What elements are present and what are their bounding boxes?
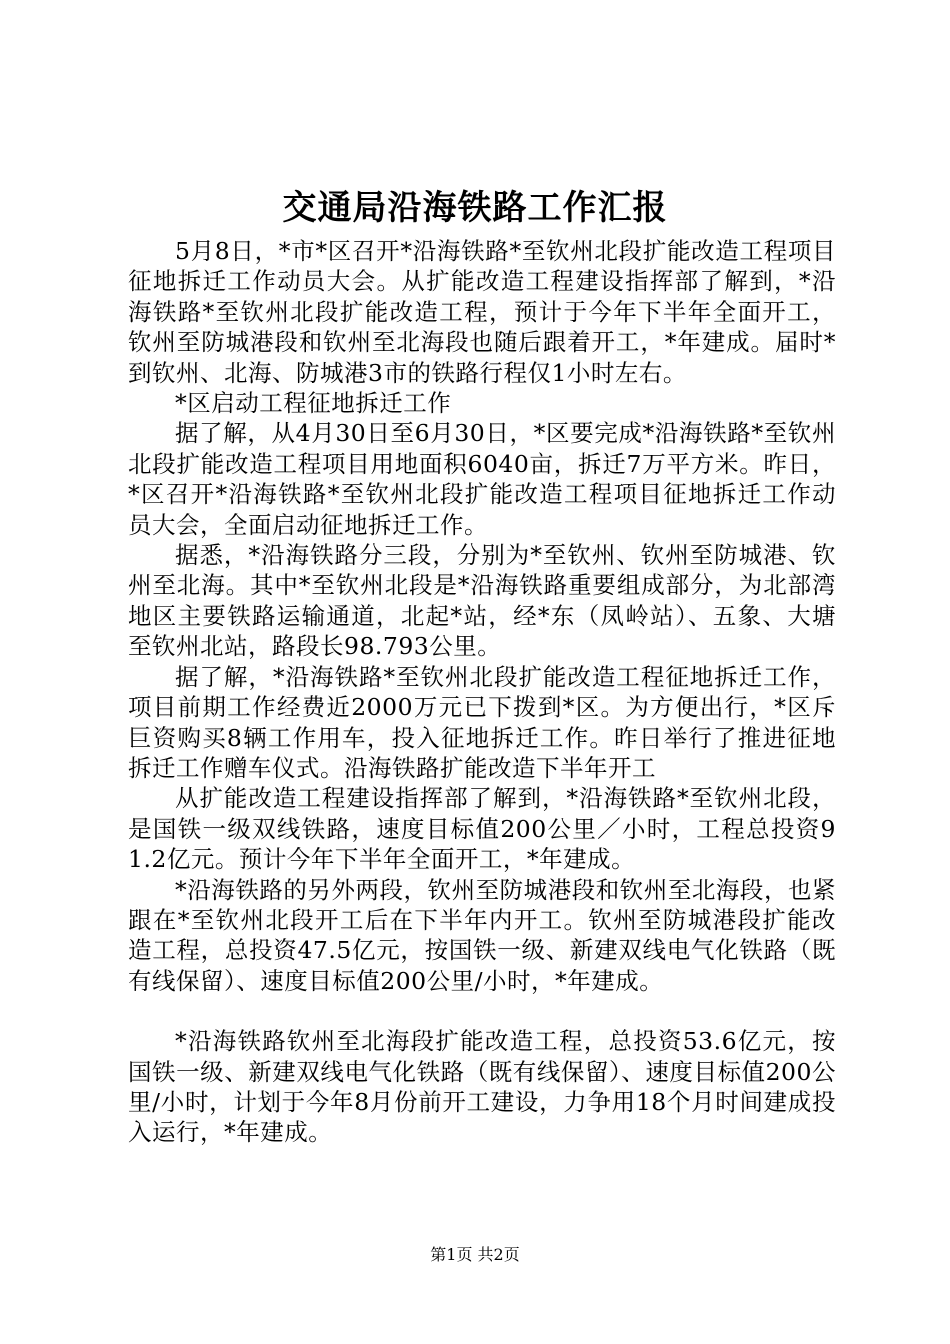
paragraph-beihai-section: *沿海铁路钦州至北海段扩能改造工程，总投资53.6亿元，按国铁一级、新建双线电气化铁路（既有线保留）、速度目标值200公里/小时，计划于今年8月份前开工建设，力争用18个月时间建成投入运行，*年建成。 [128,1027,836,1147]
paragraph-funding: 据了解，*沿海铁路*至钦州北段扩能改造工程征地拆迁工作，项目前期工作经费近2000万元已下拨到*区。为方便出行，*区斥巨资购买8辆工作用车，投入征地拆迁工作。昨日举行了推进征地拆迁工作赠车仪式。沿海铁路扩能改造下半年开工 [128,662,836,782]
document-title: 交通局沿海铁路工作汇报 [282,188,668,228]
paragraph-land-area: 据了解，从4月30日至6月30日，*区要完成*沿海铁路*至钦州北段扩能改造工程项目用地面积6040亩，拆迁7万平方米。昨日，*区召开*沿海铁路*至钦州北段扩能改造工程项目征地拆迁工作动员大会，全面启动征地拆迁工作。 [128,419,836,539]
paragraph-investment: 从扩能改造工程建设指挥部了解到，*沿海铁路*至钦州北段，是国铁一级双线铁路，速度目标值200公里／小时，工程总投资91.2亿元。预计今年下半年全面开工，*年建成。 [128,784,836,874]
paragraph-meeting: 5月8日，*市*区召开*沿海铁路*至钦州北段扩能改造工程项目征地拆迁工作动员大会。从扩能改造工程建设指挥部了解到，*沿海铁路*至钦州北段扩能改造工程，预计于今年下半年全面开工，钦州至防城港段和钦州至北海段也随后跟着开工，*年建成。届时*到钦州、北海、防城港3市的铁路行程仅1小时左右。 [128,237,836,387]
paragraph-subheading-demolition: *区启动工程征地拆迁工作 [175,389,452,418]
paragraph-other-sections: *沿海铁路的另外两段，钦州至防城港段和钦州至北海段，也紧跟在*至钦州北段开工后在下半年内开工。钦州至防城港段扩能改造工程，总投资47.5亿元，按国铁一级、新建双线电气化铁路（既有线保留）、速度目标值200公里/小时，*年建成。 [128,875,836,995]
document-body [128,236,836,1148]
paragraph-three-sections: 据悉，*沿海铁路分三段，分别为*至钦州、钦州至防城港、钦州至北海。其中*至钦州北段是*沿海铁路重要组成部分，为北部湾地区主要铁路运输通道，北起*站，经*东（凤岭站）、五象、大塘至钦州北站，路段长98.793公里。 [128,541,836,661]
page-number-footer: 第1页 共2页 [430,1245,520,1264]
